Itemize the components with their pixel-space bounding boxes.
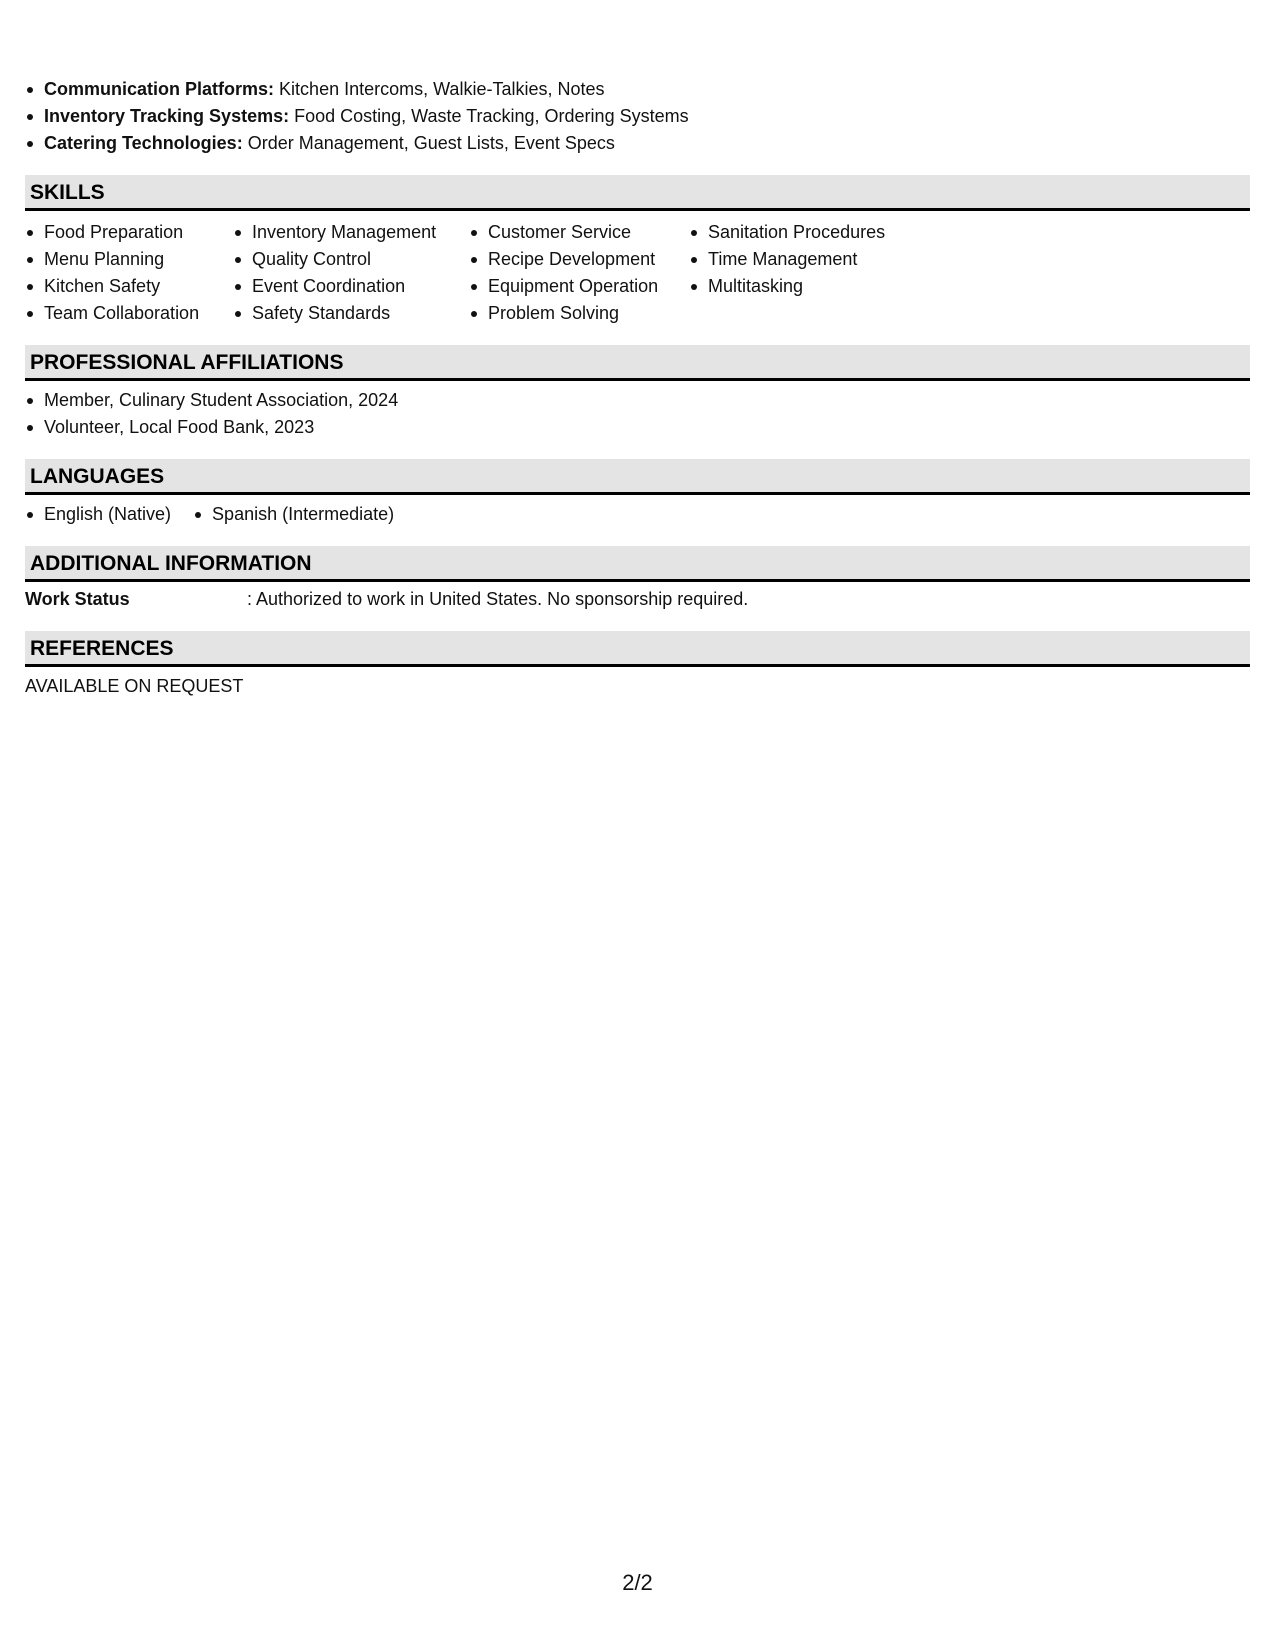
languages-heading: LANGUAGES <box>25 459 1250 495</box>
skill-item: Safety Standards <box>233 300 445 327</box>
page-number: 2/2 <box>622 1570 653 1595</box>
affiliation-item: Member, Culinary Student Association, 2024 <box>25 387 1250 414</box>
skills-column <box>25 219 209 327</box>
language-item: Spanish (Intermediate) <box>193 501 394 528</box>
skills-column <box>689 219 885 327</box>
list-item <box>25 130 1250 157</box>
skill-item: Team Collaboration <box>25 300 209 327</box>
additional-info-heading: ADDITIONAL INFORMATION <box>25 546 1250 582</box>
item-text: Kitchen Intercoms, Walkie-Talkies, Notes <box>279 79 605 99</box>
affiliations-list <box>25 387 1250 441</box>
resume-page <box>25 76 1250 700</box>
skills-column <box>469 219 665 327</box>
affiliations-heading: PROFESSIONAL AFFILIATIONS <box>25 345 1250 381</box>
references-heading: REFERENCES <box>25 631 1250 667</box>
list-item <box>25 76 1250 103</box>
language-item: English (Native) <box>25 501 171 528</box>
item-label: Catering Technologies: <box>44 133 243 153</box>
skill-item: Multitasking <box>689 273 885 300</box>
item-text: Order Management, Guest Lists, Event Specs <box>247 133 615 153</box>
skill-item: Quality Control <box>233 246 445 273</box>
item-label: Communication Platforms: <box>44 79 275 99</box>
skill-item: Customer Service <box>469 219 665 246</box>
references-text: AVAILABLE ON REQUEST <box>25 676 244 696</box>
skills-heading: SKILLS <box>25 175 1250 211</box>
skill-item: Event Coordination <box>233 273 445 300</box>
skill-item: Time Management <box>689 246 885 273</box>
affiliation-item: Volunteer, Local Food Bank, 2023 <box>25 414 1250 441</box>
item-text: Food Costing, Waste Tracking, Ordering Systems <box>294 106 689 126</box>
skill-item: Menu Planning <box>25 246 209 273</box>
work-status-row <box>25 586 1250 613</box>
item-label: Inventory Tracking Systems: <box>44 106 290 126</box>
technology-list <box>25 76 1250 157</box>
work-status-label: Work Status <box>25 589 130 609</box>
list-item <box>25 103 1250 130</box>
work-status-value: : Authorized to work in United States. No sponsorship required. <box>247 589 749 609</box>
skills-column <box>233 219 445 327</box>
skill-item: Inventory Management <box>233 219 445 246</box>
skills-grid <box>25 219 1250 327</box>
skill-item: Kitchen Safety <box>25 273 209 300</box>
skill-item: Food Preparation <box>25 219 209 246</box>
languages-list <box>25 501 1250 528</box>
skill-item: Sanitation Procedures <box>689 219 885 246</box>
skill-item: Problem Solving <box>469 300 665 327</box>
skill-item: Recipe Development <box>469 246 665 273</box>
skill-item: Equipment Operation <box>469 273 665 300</box>
